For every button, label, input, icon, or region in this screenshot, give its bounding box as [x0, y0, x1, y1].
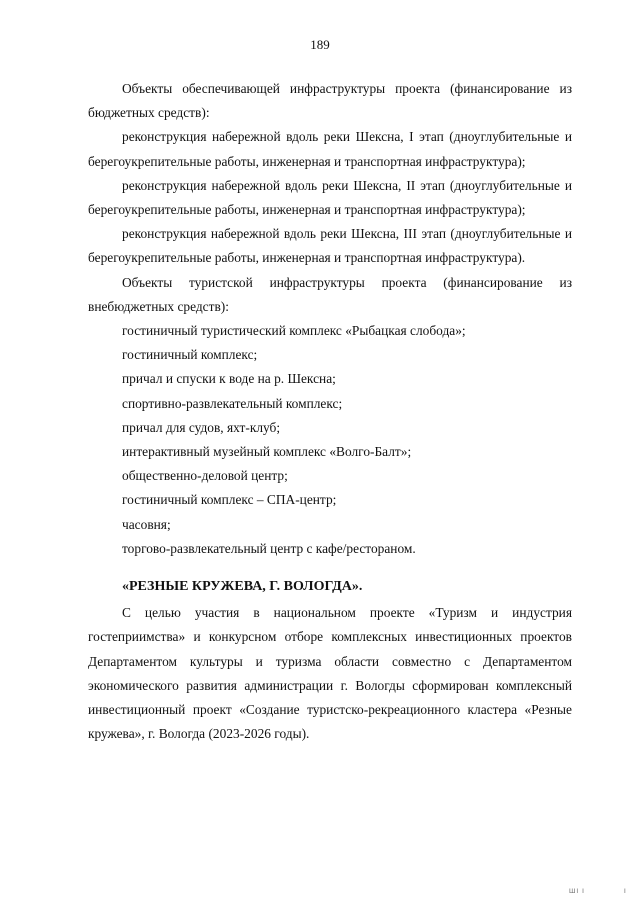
list-item: часовня;: [122, 516, 171, 532]
list-item: торгово-развлекательный центр с кафе/рестораном.: [122, 540, 416, 556]
list-item: гостиничный комплекс – СПА-центр;: [122, 492, 337, 508]
list-item: причал для судов, яхт-клуб;: [122, 419, 281, 435]
list-item: гостиничный комплекс;: [122, 347, 258, 363]
footer-mark: ШІ І: [569, 888, 585, 895]
list-item: причал и спуски к воде на р. Шексна;: [122, 371, 336, 387]
paragraph-infrastructure-intro: Объекты обеспечивающей инфраструктуры проекта (финансирование из бюджетных средств):: [88, 81, 572, 121]
paragraph-tourist-intro: Объекты туристской инфраструктуры проекта (финансирование из внебюджетных средств):: [88, 274, 572, 314]
page-number: 189: [310, 37, 330, 52]
list-item: спортивно-развлекательный комплекс;: [122, 395, 343, 411]
footer-mark: І: [624, 888, 626, 895]
section-paragraph: С целью участия в национальном проекте «Туризм и индустрия гостеприимства» и конкурсном отборе комплексных инвестиционных проектов Департаментом культуры и туризма области совместно с Департаментом экономического развития администрации г. Вологды сформирован комплексный инвестиционный проект «Создание туристско-рекреационного кластера «Резные кружева», г. Вологда (2023-2026 годы).: [88, 605, 572, 742]
paragraph-stage-1: реконструкция набережной вдоль реки Шексна, I этап (дноуглубительные и берегоукрепительные работы, инженерная и транспортная инфраструктура);: [88, 129, 572, 169]
list-item: общественно-деловой центр;: [122, 468, 288, 484]
paragraph-stage-3: реконструкция набережной вдоль реки Шексна, III этап (дноуглубительные и берегоукрепительные работы, инженерная и транспортная инфраструктура).: [88, 226, 572, 266]
section-heading: «РЕЗНЫЕ КРУЖЕВА, Г. ВОЛОГДА».: [122, 579, 363, 595]
paragraph-stage-2: реконструкция набережной вдоль реки Шексна, II этап (дноуглубительные и берегоукрепительные работы, инженерная и транспортная инфраструктура);: [88, 177, 572, 218]
list-item: гостиничный туристический комплекс «Рыбацкая слобода»;: [122, 323, 466, 339]
list-item: интерактивный музейный комплекс «Волго-Балт»;: [122, 444, 412, 460]
document-body: [88, 77, 572, 746]
